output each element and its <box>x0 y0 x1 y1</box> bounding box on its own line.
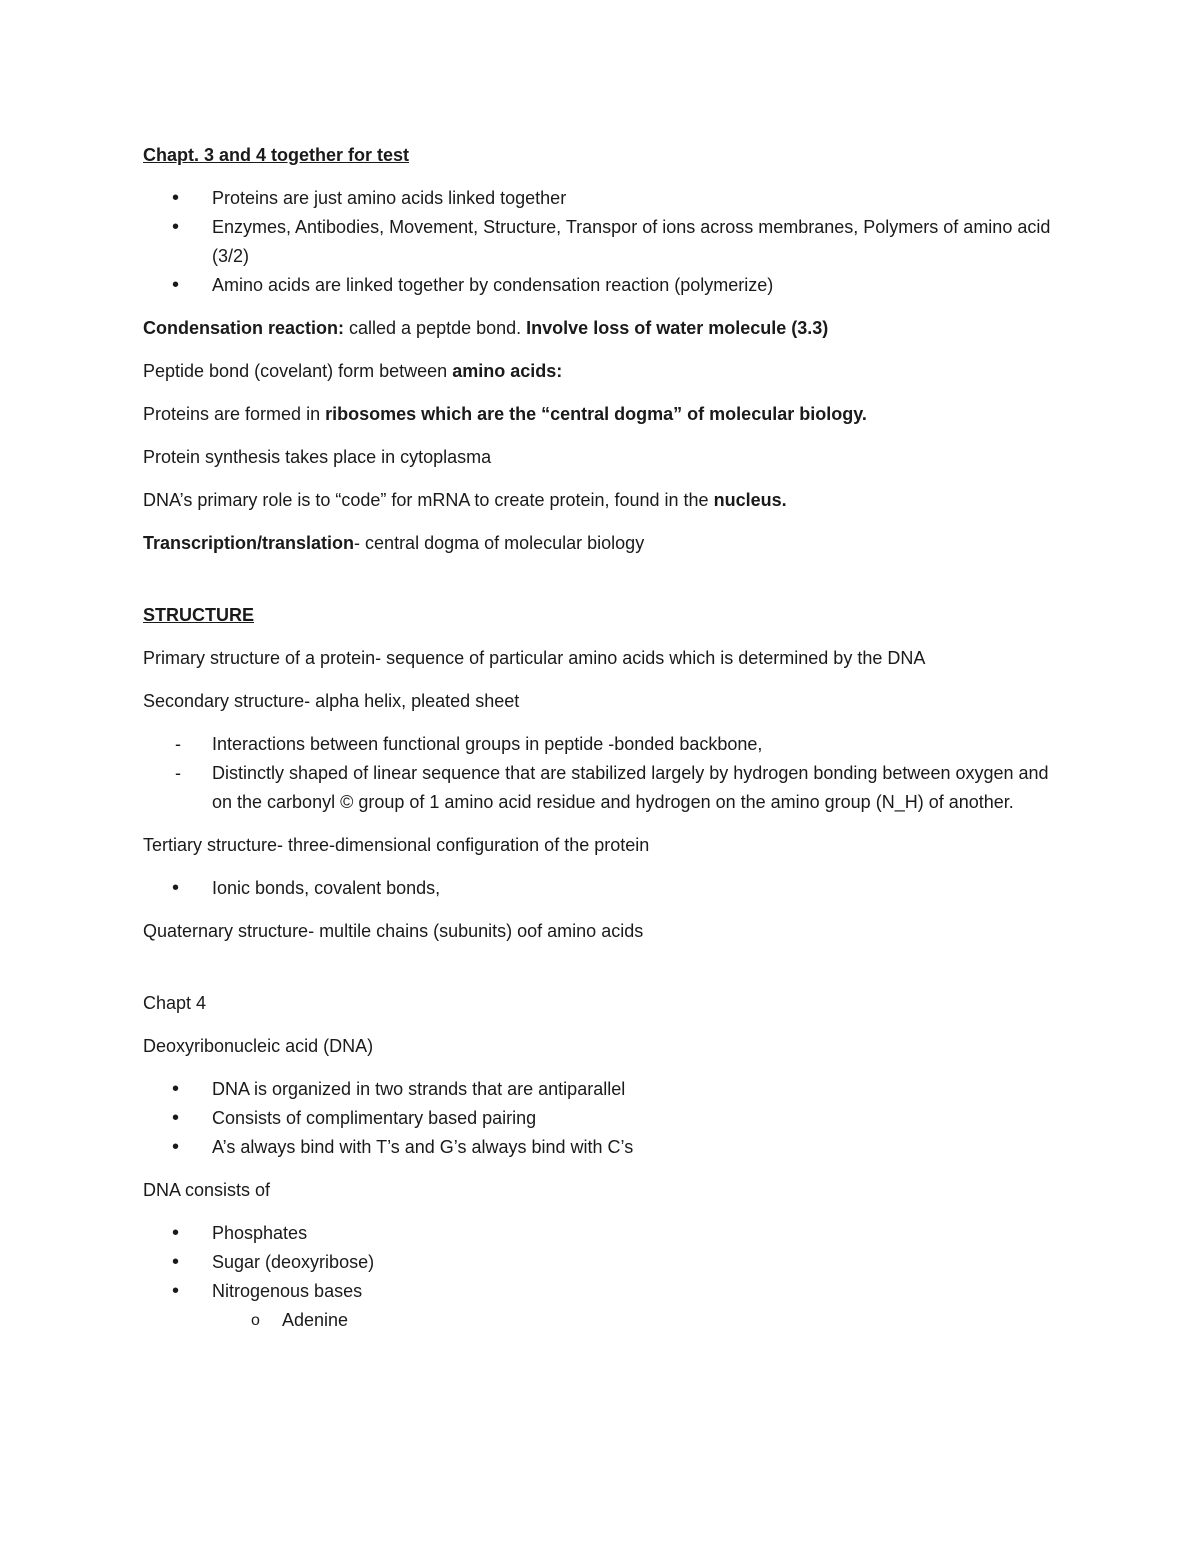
secondary-structure-list <box>143 730 1063 817</box>
ribosomes-paragraph <box>143 400 1063 429</box>
ribosomes-text: Proteins are formed in <box>143 404 326 424</box>
chapter-4-heading: Chapt 4 <box>143 993 207 1013</box>
peptide-bold-text: amino acids: <box>452 361 563 381</box>
tertiary-structure-list <box>143 874 1063 903</box>
peptide-text: Peptide bond (covelant) form between <box>143 361 453 381</box>
structure-heading: STRUCTURE <box>143 605 254 625</box>
list-item <box>143 1277 1063 1335</box>
list-item: • Proteins are just amino acids linked together <box>143 184 1063 213</box>
transcription-text: - central dogma of molecular biology <box>354 533 645 553</box>
list-item-text: Nitrogenous bases <box>212 1281 363 1301</box>
peptide-paragraph <box>143 357 1063 386</box>
document-page <box>143 141 1063 1349</box>
ribosomes-bold-text: ribosomes which are the “central dogma” of molecular biology. <box>325 404 867 424</box>
primary-structure-paragraph: Primary structure of a protein- sequence of particular amino acids which is determined by the DNA <box>143 648 926 668</box>
dna-consists-list <box>143 1219 1063 1335</box>
dna-heading: Deoxyribonucleic acid (DNA) <box>143 1036 374 1056</box>
transcription-paragraph <box>143 529 1063 558</box>
sub-list-item: o Adenine <box>212 1306 1063 1335</box>
section-title: Chapt. 3 and 4 together for test <box>143 145 410 165</box>
condensation-text: called a peptde bond. <box>344 318 527 338</box>
dna-consists-heading: DNA consists of <box>143 1180 271 1200</box>
list-item: • DNA is organized in two strands that are antiparallel <box>143 1075 1063 1104</box>
nitrogenous-bases-list <box>212 1306 1063 1335</box>
condensation-label: Condensation reaction: <box>143 318 345 338</box>
spacer <box>143 572 1063 601</box>
list-item: • Amino acids are linked together by condensation reaction (polymerize) <box>143 271 1063 300</box>
dna-role-text: DNA’s primary role is to “code” for mRNA to create protein, found in the <box>143 490 714 510</box>
secondary-structure-paragraph: Secondary structure- alpha helix, pleated sheet <box>143 691 520 711</box>
dna-bullet-list <box>143 1075 1063 1162</box>
list-item: • Phosphates <box>143 1219 1063 1248</box>
protein-bullet-list <box>143 184 1063 300</box>
tertiary-structure-paragraph: Tertiary structure- three-dimensional configuration of the protein <box>143 835 650 855</box>
transcription-label: Transcription/translation <box>143 533 355 553</box>
quaternary-structure-paragraph: Quaternary structure- multile chains (subunits) oof amino acids <box>143 921 644 941</box>
condensation-paragraph <box>143 314 1063 343</box>
list-item: • Consists of complimentary based pairing <box>143 1104 1063 1133</box>
list-item: • A’s always bind with T’s and G’s always bind with C’s <box>143 1133 1063 1162</box>
list-item: • Enzymes, Antibodies, Movement, Structure, Transpor of ions across membranes, Polymers of amino acid (3/2) <box>143 213 1063 271</box>
list-item: - Distinctly shaped of linear sequence that are stabilized largely by hydrogen bonding between oxygen and on the carbonyl © group of 1 amino acid residue and hydrogen on the amino group (N_H) of another. <box>143 759 1063 817</box>
condensation-bold-text: Involve loss of water molecule (3.3) <box>526 318 829 338</box>
dna-role-bold-text: nucleus. <box>713 490 787 510</box>
list-item: • Sugar (deoxyribose) <box>143 1248 1063 1277</box>
list-item: - Interactions between functional groups in peptide -bonded backbone, <box>143 730 1063 759</box>
dna-role-paragraph <box>143 486 1063 515</box>
spacer <box>143 960 1063 989</box>
list-item: • Ionic bonds, covalent bonds, <box>143 874 1063 903</box>
synthesis-paragraph: Protein synthesis takes place in cytoplasma <box>143 447 492 467</box>
